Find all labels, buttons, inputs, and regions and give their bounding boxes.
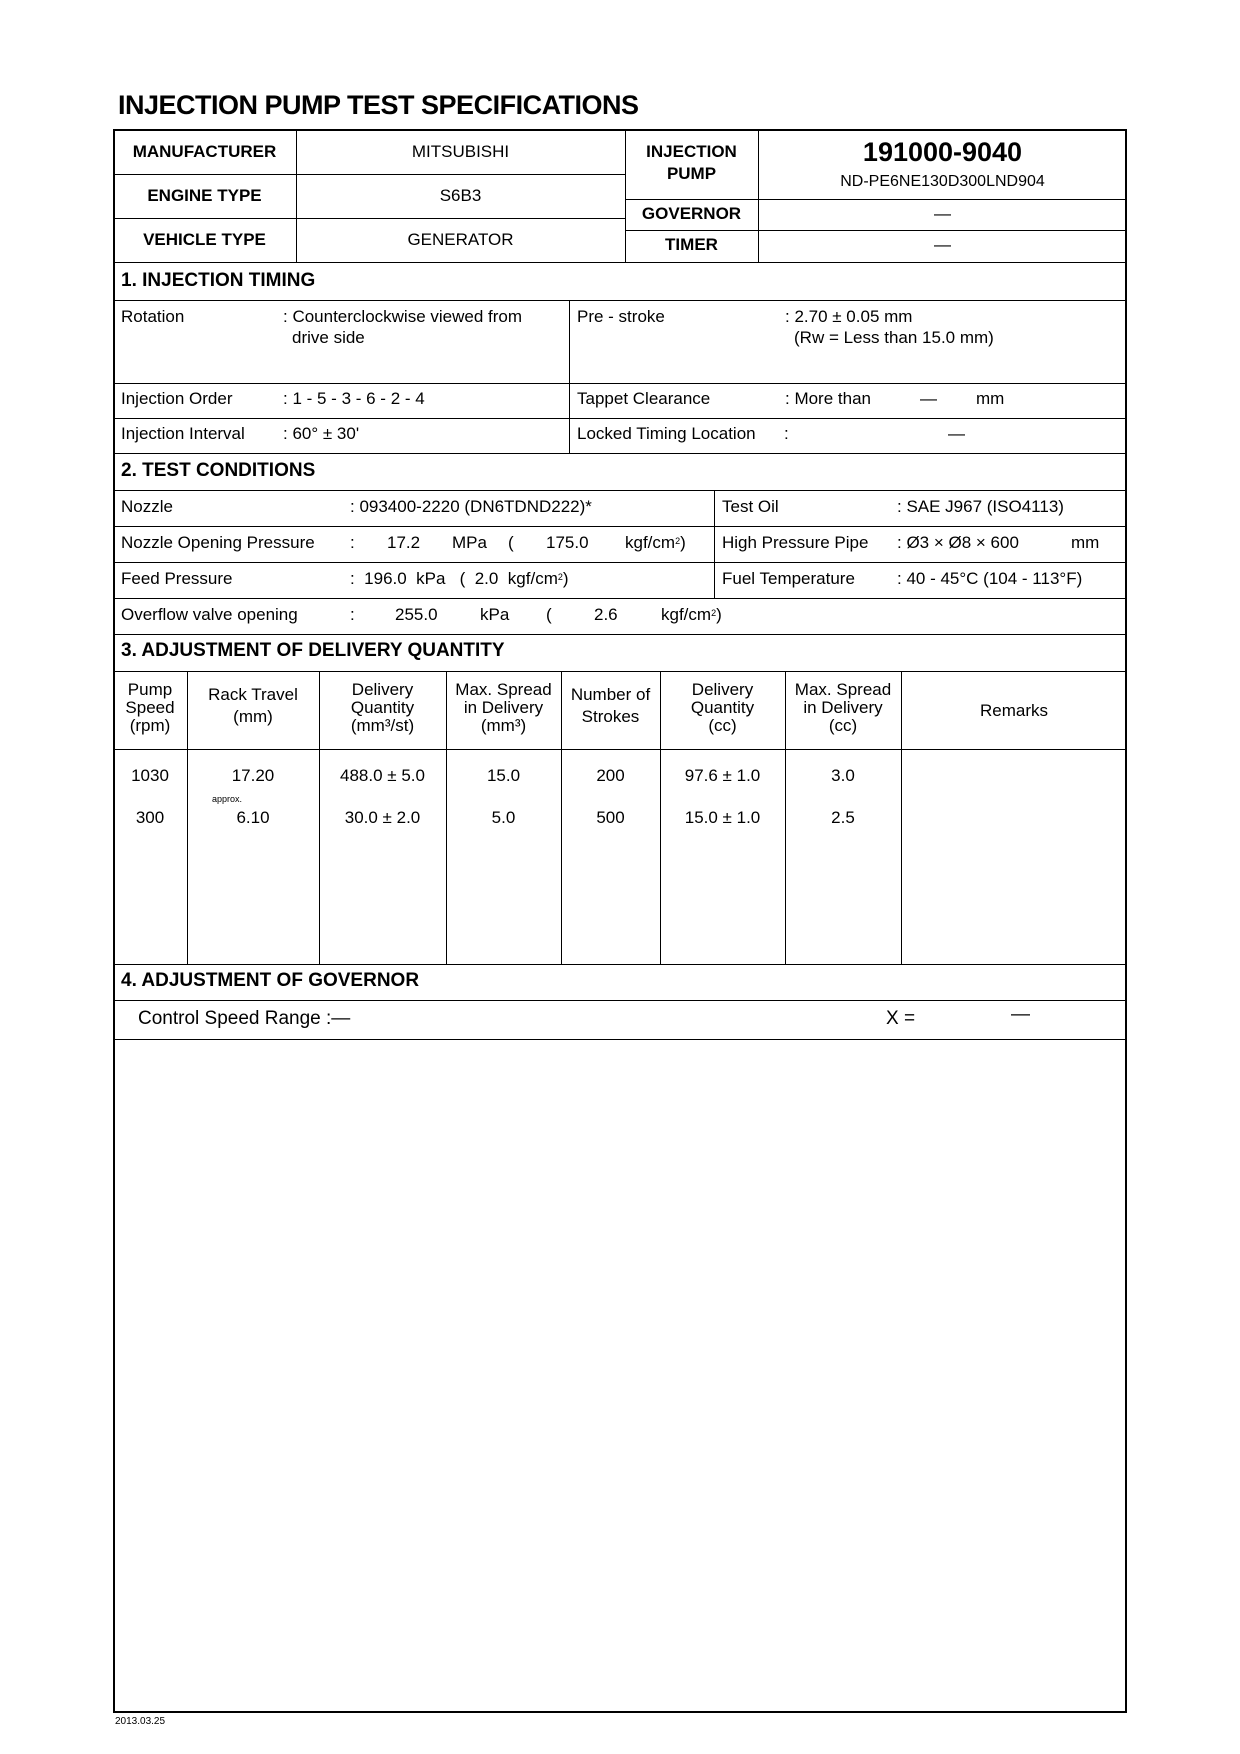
divider [113,490,1127,491]
nozzle-opening-pressure-mpa-unit: MPa [452,533,487,552]
table-cell: 488.0 ± 5.0 [340,766,425,785]
approx-note: approx. [212,794,243,804]
footer-date: 2013.03.25 [115,1716,166,1727]
prestroke-label: Pre - stroke [577,307,665,326]
injection-interval-value: : 60° ± 30' [283,424,360,443]
x-label: X = [886,1008,916,1029]
nozzle-opening-pressure-mpa: 17.2 [387,533,421,552]
overflow-valve-paren: ( [546,605,552,624]
prestroke-value: : 2.70 ± 0.05 mm [785,307,913,326]
engine-type-label: ENGINE TYPE [147,186,262,205]
table-cell: 1030 [131,766,169,785]
table-cell: 30.0 ± 2.0 [344,808,421,827]
x-value: — [1011,1004,1030,1025]
engine-type-value: S6B3 [439,186,482,205]
control-speed-range: Control Speed Range :— [138,1008,351,1029]
nozzle-opening-pressure-kgf: 175.0 [546,533,589,552]
locked-timing-colon: : [784,424,789,443]
col-header-number-of-strokes: Number of Strokes [570,685,651,726]
divider [113,598,1127,599]
overflow-valve-kpa-unit: kPa [480,605,510,624]
divider [714,490,715,598]
divider [569,300,570,453]
divider [113,749,1127,750]
vehicle-type-value: GENERATOR [407,230,514,249]
divider [113,383,1127,384]
test-oil-label: Test Oil [722,497,779,516]
table-cell: 6.10 [236,808,270,827]
table-cell: 500 [596,808,625,827]
tappet-clearance-value: : More than [785,389,871,408]
pump-code: ND-PE6NE130D300LND904 [840,173,1045,190]
divider [113,174,625,175]
divider [113,262,1127,263]
divider [113,634,1127,635]
table-cell: 17.20 [231,766,275,785]
part-number: 191000-9040 [862,137,1023,167]
col-header-remarks: Remarks [979,701,1048,720]
col-header-delivery-quantity-mm3: Delivery Quantity (mm³/st) [350,680,415,735]
divider [625,230,1127,231]
locked-timing-value: — [948,424,965,443]
injection-order-value: : 1 - 5 - 3 - 6 - 2 - 4 [283,389,425,408]
feed-pressure-label: Feed Pressure [121,569,233,588]
overflow-valve-label: Overflow valve opening [121,605,298,624]
overflow-valve-kgf-unit: kgf/$cm^2$) [661,605,722,624]
injection-pump-label: INJECTION [646,142,737,161]
divider [113,562,1127,563]
col-header-pump-speed: Pump Speed (rpm) [125,680,175,735]
vehicle-type-label: VEHICLE TYPE [143,230,266,249]
nozzle-value: : 093400-2220 (DN6TDND222)* [350,497,592,516]
rotation-value: : Counterclockwise viewed from [283,307,523,326]
high-pressure-pipe-unit: mm [1071,533,1100,552]
high-pressure-pipe-value: : Ø3 × Ø8 × 600 [897,533,1019,552]
injection-pump-label: PUMP [666,164,717,183]
nozzle-label: Nozzle [121,497,173,516]
manufacturer-value: MITSUBISHI [411,142,510,161]
section-injection-timing-title: 1. INJECTION TIMING [121,270,316,291]
divider [625,199,1127,200]
table-cell: 15.0 [486,766,521,785]
table-cell: 5.0 [491,808,516,827]
table-cell: 97.6 ± 1.0 [684,766,761,785]
tappet-clearance-dash: — [920,389,937,408]
divider [113,300,1127,301]
section-governor-title: 4. ADJUSTMENT OF GOVERNOR [121,970,420,991]
table-cell: 2.5 [831,808,855,827]
divider [113,453,1127,454]
page-title: INJECTION PUMP TEST SPECIFICATIONS [118,90,639,120]
injection-order-label: Injection Order [121,389,233,408]
locked-timing-label: Locked Timing Location [577,424,756,443]
col-header-max-spread-cc: Max. Spread in Delivery (cc) [794,680,892,735]
table-cell: 15.0 ± 1.0 [684,808,761,827]
overflow-valve-kgf: 2.6 [594,605,618,624]
nozzle-opening-pressure-label: Nozzle Opening Pressure [121,533,315,552]
col-header-rack-travel: Rack Travel (mm) [208,685,298,726]
table-cell: 3.0 [831,766,855,785]
overflow-valve-colon: : [350,605,355,624]
divider [113,526,1127,527]
high-pressure-pipe-label: High Pressure Pipe [722,533,869,552]
col-header-max-spread-mm3: Max. Spread in Delivery (mm³) [455,680,552,735]
prestroke-rw: (Rw = Less than 15.0 mm) [794,328,994,347]
timer-label: TIMER [665,235,718,254]
divider [113,964,1127,965]
section-test-conditions-title: 2. TEST CONDITIONS [121,460,316,481]
divider [113,218,625,219]
fuel-temperature-label: Fuel Temperature [722,569,855,588]
injection-interval-label: Injection Interval [121,424,245,443]
nozzle-opening-pressure-colon: : [350,533,355,552]
divider [113,418,1127,419]
divider [113,1000,1127,1001]
fuel-temperature-value: : 40 - 45°C (104 - 113°F) [897,569,1083,588]
section-delivery-quantity-title: 3. ADJUSTMENT OF DELIVERY QUANTITY [121,640,505,661]
table-cell: 200 [596,766,625,785]
col-header-delivery-quantity-cc: Delivery Quantity (cc) [690,680,755,735]
tappet-clearance-label: Tappet Clearance [577,389,711,408]
governor-label: GOVERNOR [641,204,742,223]
rotation-value-cont: drive side [292,328,365,347]
tappet-clearance-unit: mm [976,389,1005,408]
spec-sheet-frame [113,129,1127,1713]
feed-pressure-value: : 196.0 kPa ( 2.0 kgf/$cm^2$) [350,569,569,588]
table-cell: 300 [135,808,165,827]
nozzle-opening-pressure-kgf-unit: kgf/$cm^2$) [625,533,686,552]
divider [113,1039,1127,1040]
nozzle-opening-pressure-paren: ( [508,533,514,552]
manufacturer-label: MANUFACTURER [132,142,277,161]
divider [113,671,1127,672]
rotation-label: Rotation [121,307,185,326]
timer-value: — [934,235,951,254]
overflow-valve-kpa: 255.0 [395,605,438,624]
test-oil-value: : SAE J967 (ISO4113) [897,497,1064,516]
governor-value: — [934,204,951,223]
